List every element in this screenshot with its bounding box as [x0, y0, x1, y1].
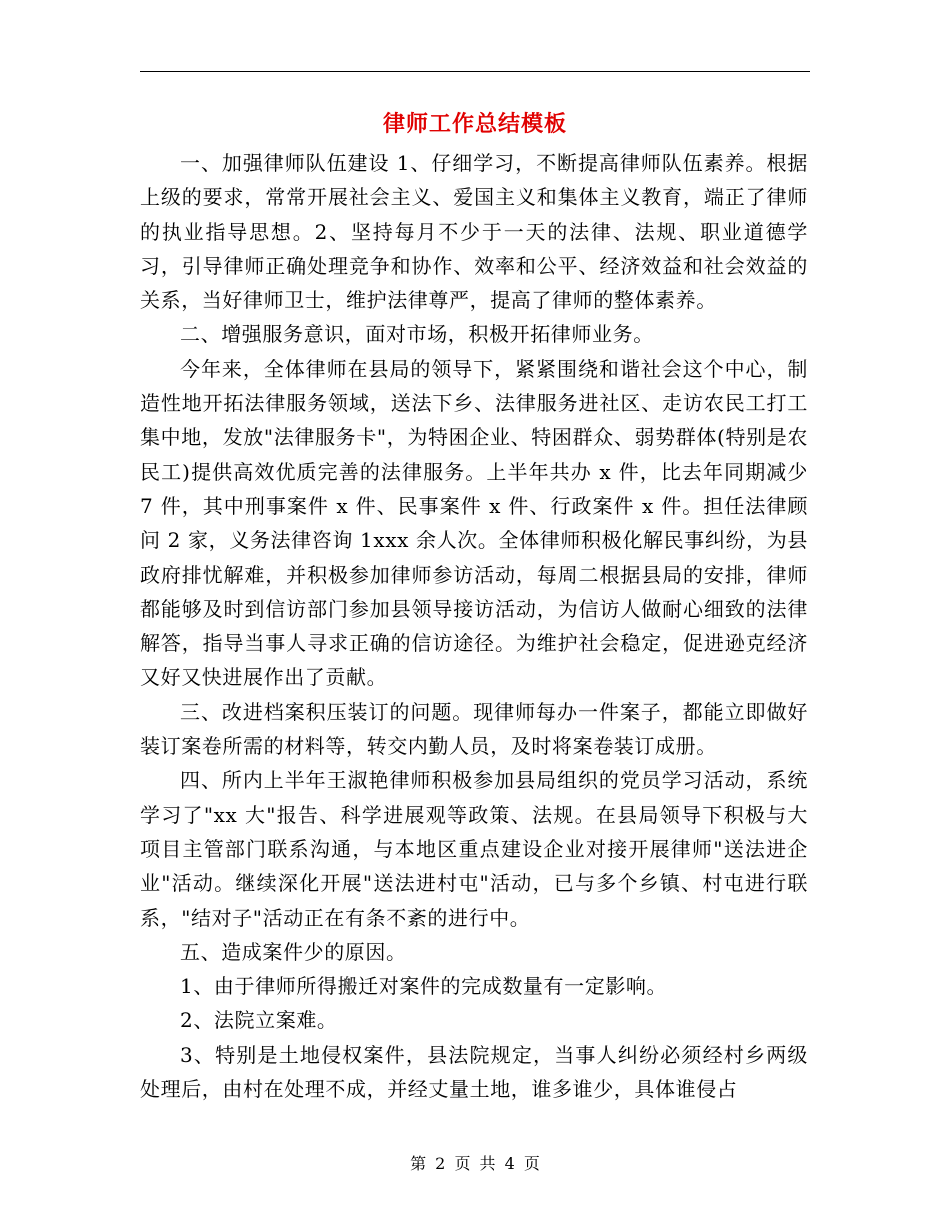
paragraph-5: 四、所内上半年王淑艳律师积极参加县局组织的党员学习活动，系统学习了"xx 大"报告、科学进展观等政策、法规。在县局领导下积极与大项目主管部门联系沟通，与本地区重点建设企业对接开展律师"送法进企业"活动。继续深化开展"送法进村屯"活动，已与多个乡镇、村屯进行联系，"结对子"活动正在有条不紊的进行中。 — [140, 768, 808, 930]
paragraph-6: 五、造成案件少的原因。 — [180, 939, 407, 964]
paragraph-9: 3、特别是土地侵权案件，县法院规定，当事人纠纷必须经村乡两级处理后，由村在处理不成，并经丈量土地，谁多谁少，具体谁侵占 — [140, 1042, 808, 1102]
paragraph-4: 三、改进档案积压装订的问题。现律师每办一件案子，都能立即做好装订案卷所需的材料等，转交内勤人员，及时将案卷装订成册。 — [140, 699, 808, 759]
paragraph-8: 2、法院立案难。 — [180, 1008, 338, 1033]
header-rule — [140, 71, 810, 72]
page-number-footer: 第 2 页 共 4 页 — [410, 1154, 540, 1173]
document-body — [140, 146, 808, 1106]
paragraph-2: 二、增强服务意识，面对市场，积极开拓律师业务。 — [180, 322, 654, 347]
paragraph-3: 今年来，全体律师在县局的领导下，紧紧围绕和谐社会这个中心，制造性地开拓法律服务领域，送法下乡、法律服务进社区、走访农民工打工集中地，发放"法律服务卡"，为特困企业、特困群众、弱势群体(特别是农民工)提供高效优质完善的法律服务。上半年共办 x 件，比去年同期减少 7 件，其中刑事案件 x 件、民事案件 x 件、行政案件 x 件。担任法律顾问 2 家，义务法律咨询 1xxx 余人次。全体律师积极化解民事纠纷，为县政府排忧解难，并积极参加律师参访活动，每周二根据县局的安排，律师都能够及时到信访部门参加县领导接访活动，为信访人做耐心细致的法律解答，指导当事人寻求正确的信访途径。为维护社会稳定，促进逊克经济又好又快进展作出了贡献。 — [140, 356, 808, 690]
paragraph-1: 一、加强律师队伍建设 1、仔细学习，不断提高律师队伍素养。根据上级的要求，常常开展社会主义、爱国主义和集体主义教育，端正了律师的执业指导思想。2、坚持每月不少于一天的法律、法规、职业道德学习，引导律师正确处理竞争和协作、效率和公平、经济效益和社会效益的关系，当好律师卫士，维护法律尊严，提高了律师的整体素养。 — [140, 151, 808, 313]
paragraph-7: 1、由于律师所得搬迁对案件的完成数量有一定影响。 — [180, 974, 668, 999]
document-title: 律师工作总结模板 — [382, 111, 567, 137]
